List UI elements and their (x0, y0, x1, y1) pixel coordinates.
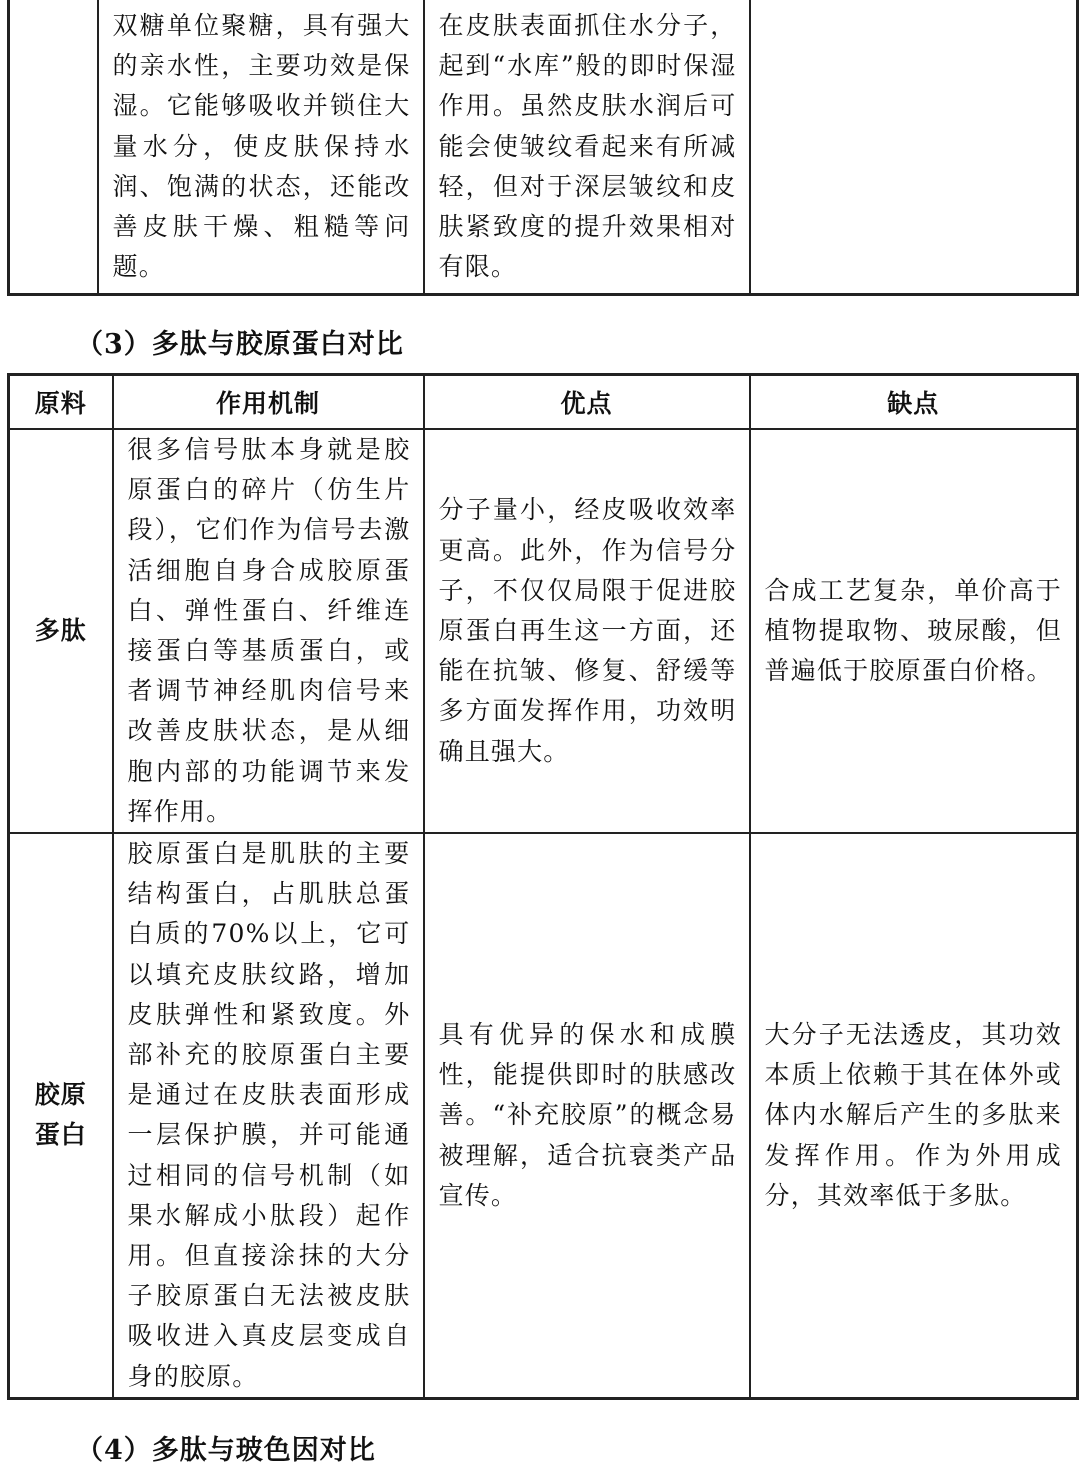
disadvantages-text: 大分子无法透皮，其功效本质上依赖于其在体外或体内水解后产生的多肽来发挥作用。作为外用成分，其效率低于多肽。 (764, 1019, 1062, 1210)
material-name: 多肽 (34, 616, 87, 646)
header-mechanism: 作用机制 (113, 375, 424, 430)
section-heading: （3）多肽与胶原蛋白对比 (76, 329, 404, 360)
header-material: 原料 (9, 375, 113, 430)
advantages-text: 在皮肤表面抓住水分子，起到“水库”般的即时保湿作用。虽然皮肤水润后可能会使皱纹看起来有所减轻，但对于深层皱纹和皮肤紧致度的提升效果相对有限。 (438, 11, 737, 282)
advantages-cell (424, 429, 750, 833)
continuation-table (7, 0, 1079, 296)
mechanism-cell (113, 833, 424, 1398)
advantages-cell (424, 833, 750, 1398)
mechanism-cell (113, 429, 424, 833)
mechanism-text: 胶原蛋白是肌肤的主要结构蛋白，占肌肤总蛋白质的70%以上，它可以填充皮肤纹路，增加皮肤弹性和紧致度。外部补充的胶原蛋白主要是通过在皮肤表面形成一层保护膜，并可能通过相同的信号机制（如果水解成小肽段）起作用。但直接涂抹的大分子胶原蛋白无法被皮肤吸收进入真皮层变成自身的胶原。 (127, 839, 411, 1391)
material-cell (9, 429, 113, 833)
advantages-cell (424, 0, 750, 294)
material-cell (9, 833, 113, 1398)
disadvantages-cell (750, 0, 1078, 294)
mechanism-text: 很多信号肽本身就是胶原蛋白的碎片（仿生片段），它们作为信号去激活细胞自身合成胶原蛋白、弹性蛋白、纤维连接蛋白等基质蛋白，或者调节神经肌肉信号来改善皮肤状态，是从细胞内部的功能调节来发挥作用。 (127, 435, 411, 826)
advantages-text: 具有优异的保水和成膜性，能提供即时的肤感改善。“补充胶原”的概念易被理解，适合抗衰类产品宣传。 (438, 1019, 737, 1210)
disadvantages-text: 合成工艺复杂，单价高于植物提取物、玻尿酸，但普遍低于胶原蛋白价格。 (764, 575, 1062, 686)
table-row (9, 0, 1078, 294)
mechanism-cell (98, 0, 424, 294)
header-disadvantages: 缺点 (750, 375, 1078, 430)
table-header-row (9, 375, 1078, 430)
header-advantages: 优点 (424, 375, 750, 430)
material-name: 胶原蛋白 (34, 1080, 87, 1150)
material-cell (9, 0, 98, 294)
disadvantages-cell (750, 429, 1078, 833)
table-row (9, 833, 1078, 1398)
mechanism-text: 双糖单位聚糖，具有强大的亲水性，主要功效是保湿。它能够吸收并锁住大量水分，使皮肤保持水润、饱满的状态，还能改善皮肤干燥、粗糙等问题。 (112, 11, 411, 282)
table-row (9, 429, 1078, 833)
disadvantages-cell (750, 833, 1078, 1398)
advantages-text: 分子量小，经皮吸收效率更高。此外，作为信号分子，不仅仅局限于促进胶原蛋白再生这一方面，还能在抗皱、修复、舒缓等多方面发挥作用，功效明确且强大。 (438, 495, 737, 766)
comparison-table (7, 373, 1079, 1400)
section-heading: （4）多肽与玻色因对比 (76, 1435, 376, 1466)
